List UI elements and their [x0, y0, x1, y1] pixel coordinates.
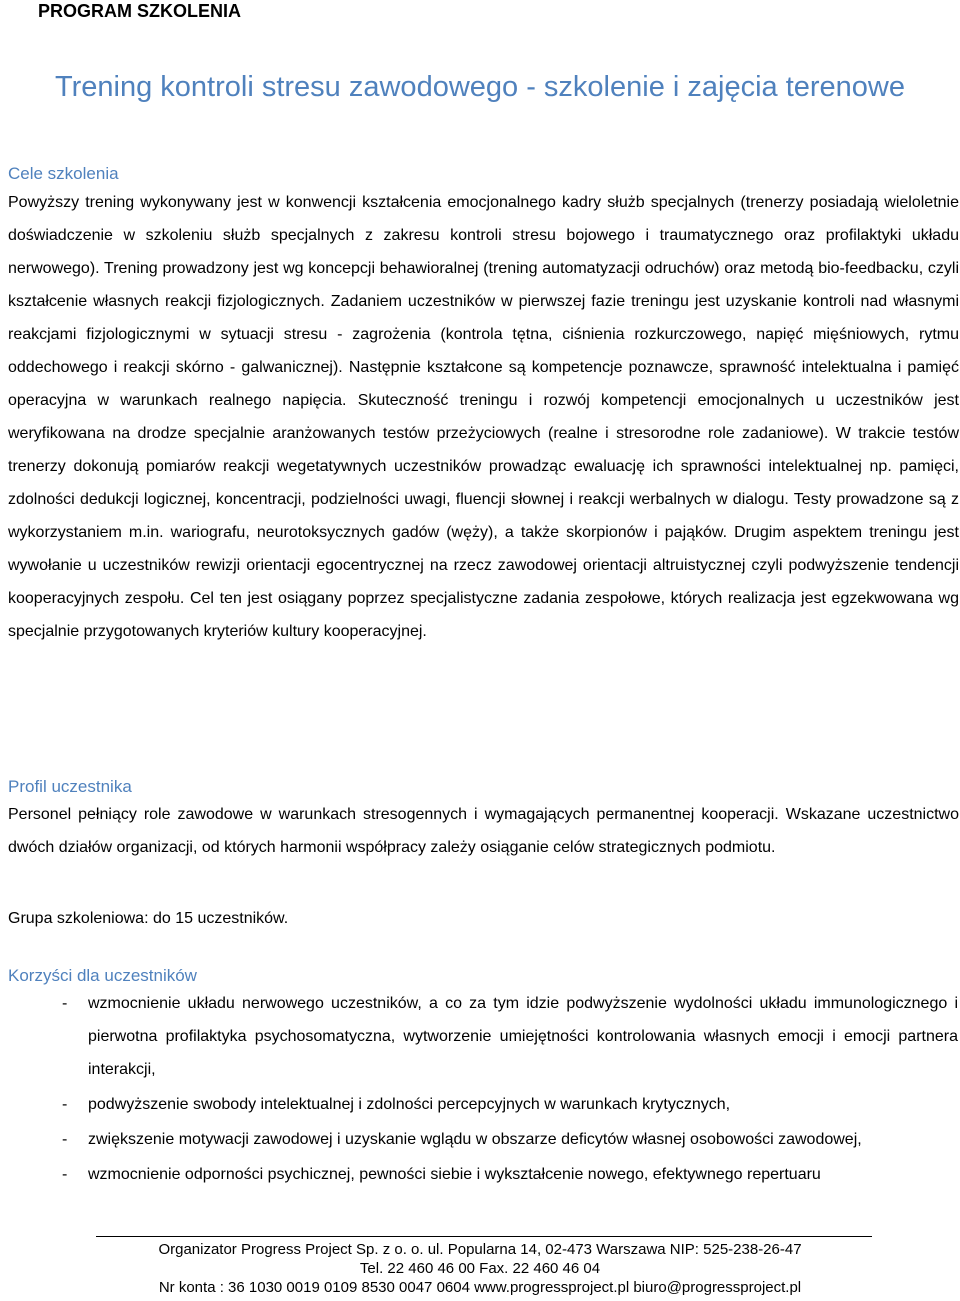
footer-divider [96, 1236, 872, 1237]
benefit-text: zwiększenie motywacji zawodowej i uzyskanie wglądu w obszarze deficytów własnej osobowości zawodowej, [88, 1131, 862, 1148]
footer-phone-fax: Tel. 22 460 46 00 Fax. 22 460 46 04 [359, 1260, 601, 1277]
heading-profil-uczestnika: Profil uczestnika [8, 777, 132, 796]
benefit-item [62, 1123, 958, 1156]
heading-cele-szkolenia: Cele szkolenia [8, 164, 119, 183]
benefit-item [62, 1088, 958, 1121]
footer-account-contact: Nr konta : 36 1030 0019 0109 8530 0047 0604 www.progressproject.pl biuro@progressproject.pl [158, 1279, 802, 1296]
dash-bullet: - [62, 1131, 68, 1148]
heading-korzysci: Korzyści dla uczestników [8, 966, 197, 985]
paragraph-profil-uczestnika: Personel pełniący role zawodowe w warunkach stresogennych i wymagających permanentnej kooperacji. Wskazane uczestnictwo dwóch działów organizacji, od których harmonii współpracy zależy osiąganie celów strategicznych podmiotu. [8, 806, 959, 856]
benefits-list [62, 987, 958, 1193]
benefit-text: wzmocnienie odporności psychicznej, pewności siebie i wykształcenie nowego, efektywnego repertuaru [88, 1166, 821, 1183]
dash-bullet: - [62, 995, 68, 1012]
benefit-text: wzmocnienie układu nerwowego uczestników, a co za tym idzie podwyższenie wydolności układu immunologicznego i pierwotna profilaktyka psychosomatyczna, wytworzenie umiejętności kontrolowania własnych emocji i emocji partnera interakcji, [88, 995, 958, 1078]
dash-bullet: - [62, 1096, 68, 1113]
benefit-item [62, 1158, 958, 1191]
group-size-text: Grupa szkoleniowa: do 15 uczestników. [8, 910, 289, 927]
paragraph-cele-szkolenia: Powyższy trening wykonywany jest w konwencji kształcenia emocjonalnego kadry służb specjalnych (trenerzy posiadają wieloletnie doświadczenie w szkoleniu służb specjalnych z zakresu kontroli stresu bojowego i traumatycznego oraz profilaktyki układu nerwowego). Trening prowadzony jest wg koncepcji behawioralnej (trening automatyzacji odruchów) oraz metodą bio-feedbacku, czyli kształcenie własnych reakcji fizjologicznych. Zadaniem uczestników w pierwszej fazie treningu jest uzyskanie kontroli nad własnymi reakcjami fizjologicznymi w sytuacji stresu - zagrożenia (kontrola tętna, ciśnienia rozkurczowego, napięć mięśniowych, rytmu oddechowego i reakcji skórno - galwanicznej). Następnie kształcone są kompetencje poznawcze, sprawność intelektualna i pamięć operacyjna w warunkach realnego napięcia. Skuteczność treningu i rozwój kompetencji emocjonalnych u uczestników jest weryfikowana na drodze specjalnie aranżowanych testów przeżyciowych (realne i stresorodne role zadaniowe). W trakcie testów trenerzy dokonują pomiarów reakcji wegetatywnych uczestników prowadząc ewaluację ich sprawności intelektualnej np. pamięci, zdolności dedukcji logicznej, koncentracji, podzielności uwagi, fluencji słownej i reakcji werbalnych w dialogu. Testy prowadzone są z wykorzystaniem m.in. wariografu, neurotoksycznych gadów (węży), a także skorpionów i pająków. Drugim aspektem treningu jest wywołanie u uczestników rewizji orientacji egocentrycznej na rzecz zawodowej orientacji altruistycznej czyli podwyższenie tendencji kooperacyjnych zespołu. Cel ten jest osiągany poprzez specjalistyczne zadania zespołowe, których realizacja jest egzekwowana wg specjalnie przygotowanych kryteriów kultury kooperacyjnej. [8, 194, 959, 640]
program-label: PROGRAM SZKOLENIA [38, 1, 242, 21]
dash-bullet: - [62, 1166, 68, 1183]
benefit-text: podwyższenie swobody intelektualnej i zdolności percepcyjnych w warunkach krytycznych, [88, 1096, 731, 1113]
footer-organizer: Organizator Progress Project Sp. z o. o. ul. Popularna 14, 02-473 Warszawa NIP: 525-238-26-47 [158, 1241, 802, 1258]
benefit-item [62, 987, 958, 1086]
document-title: Trening kontroli stresu zawodowego - szkolenie i zajęcia terenowe [54, 71, 906, 103]
